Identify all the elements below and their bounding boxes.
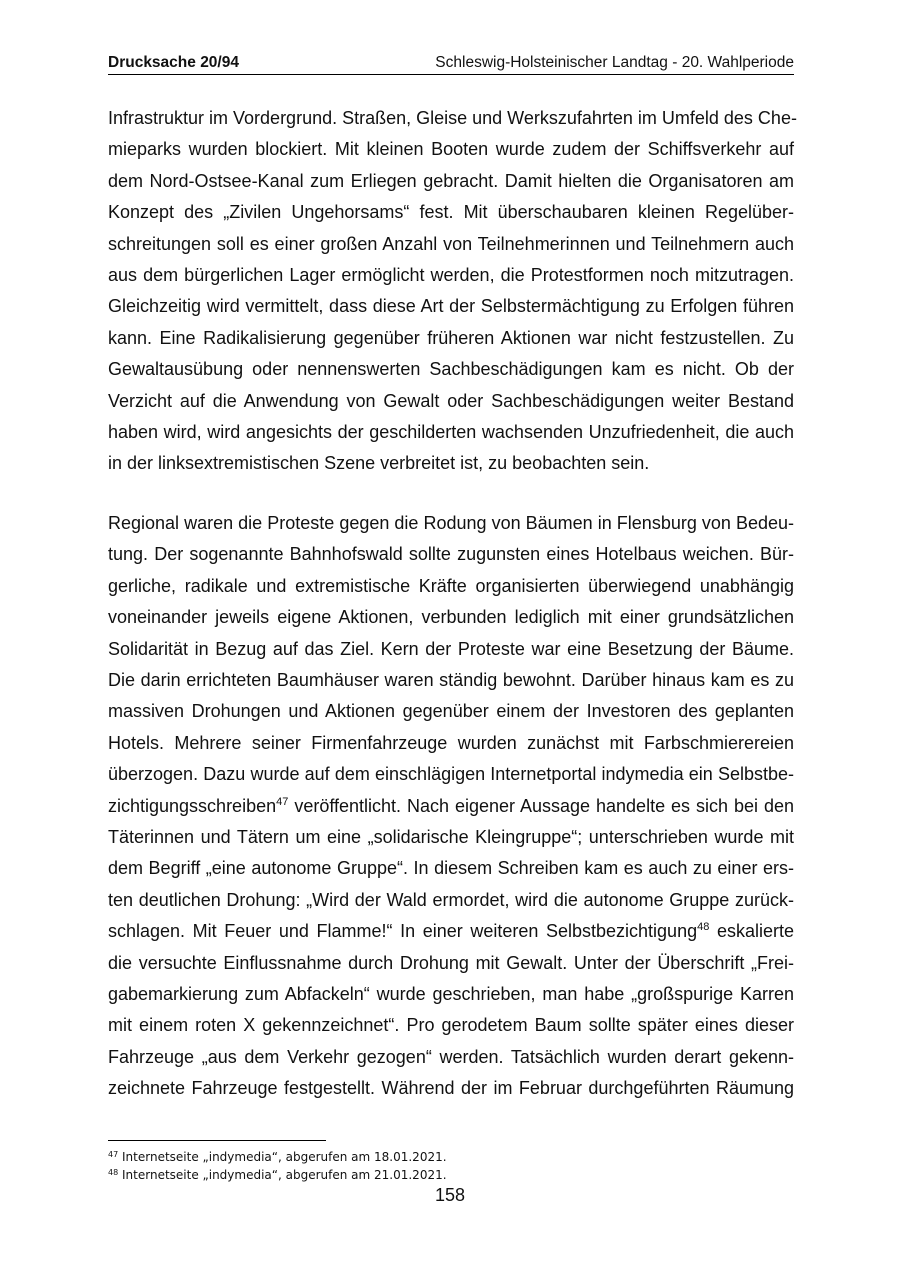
page-header bbox=[108, 52, 794, 75]
text-segment: zichtigungsschreiben bbox=[108, 795, 277, 816]
text-line: dem Begriff „eine autonome Gruppe“. In diesem Schreiben kam es auch zu einer ers- bbox=[108, 858, 794, 879]
text-line bbox=[108, 791, 794, 822]
footnote-reference: 48 bbox=[697, 921, 710, 934]
document-number: Drucksache 20/94 bbox=[108, 54, 239, 71]
text-line: ten deutlichen Drohung: „Wird der Wald ermordet, wird die autonome Gruppe zurück- bbox=[108, 889, 794, 910]
text-line: Hotels. Mehrere seiner Firmenfahrzeuge wurden zunächst mit Farbschmierereien bbox=[108, 732, 794, 753]
text-line bbox=[108, 916, 794, 947]
text-line: haben wird, wird angesichts der geschilderten wachsenden Unzufriedenheit, die auch bbox=[108, 422, 794, 442]
text-line: Solidarität in Bezug auf das Ziel. Kern der Proteste war eine Besetzung der Bäume. bbox=[108, 638, 794, 659]
text-segment: veröffentlicht. Nach eigener Aussage handelte es sich bei den bbox=[288, 795, 794, 816]
text-line: mieparks wurden blockiert. Mit kleinen Booten wurde zudem der Schiffsverkehr auf bbox=[108, 139, 794, 160]
text-segment: eskalierte bbox=[709, 921, 794, 942]
text-line: tung. Der sogenannte Bahnhofswald sollte zugunsten eines Hotelbaus weichen. Bür- bbox=[108, 544, 794, 565]
footnote-text: Internetseite „indymedia“, abgerufen am 21.01.2021. bbox=[118, 1168, 447, 1182]
text-line: mit einem roten X gekennzeichnet“. Pro gerodetem Baum sollte später eines dieser bbox=[108, 1015, 794, 1036]
text-line: schreitungen soll es einer großen Anzahl von Teilnehmerinnen und Teilnehmern auch bbox=[108, 233, 794, 254]
text-segment: schlagen. Mit Feuer und Flamme!“ In einer weiteren Selbstbezichtigung bbox=[108, 921, 698, 942]
text-line: voneinander jeweils eigene Aktionen, verbunden lediglich mit einer grundsätzlichen bbox=[108, 607, 794, 628]
text-line: Infrastruktur im Vordergrund. Straßen, Gleise und Werkszufahrten im Umfeld des Che- bbox=[108, 108, 797, 128]
footnote-number: 47 bbox=[108, 1150, 119, 1159]
footnote-number: 48 bbox=[108, 1168, 119, 1177]
text-line: die versuchte Einflussnahme durch Drohung mit Gewalt. Unter der Überschrift „Frei- bbox=[108, 952, 794, 973]
text-line: massiven Drohungen und Aktionen gegenüber einem der Investoren des geplanten bbox=[108, 701, 794, 722]
text-line: in der linksextremistischen Szene verbreitet ist, zu beobachten sein. bbox=[108, 453, 650, 474]
text-line: Konzept des „Zivilen Ungehorsams“ fest. Mit überschaubaren kleinen Regelüber- bbox=[108, 202, 794, 223]
text-line: Die darin errichteten Baumhäuser waren ständig bewohnt. Darüber hinaus kam es zu bbox=[108, 670, 794, 690]
text-line: aus dem bürgerlichen Lager ermöglicht werden, die Protestformen noch mitzutragen. bbox=[108, 265, 794, 285]
text-line: Regional waren die Proteste gegen die Rodung von Bäumen in Flensburg von Bedeu- bbox=[108, 513, 794, 533]
text-line: überzogen. Dazu wurde auf dem einschlägigen Internetportal indymedia ein Selbstbe- bbox=[108, 764, 794, 785]
footnote-reference: 47 bbox=[276, 795, 289, 808]
footnote bbox=[108, 1168, 447, 1182]
page-number: 158 bbox=[434, 1185, 466, 1205]
text-line: Gewaltausübung oder nennenswerten Sachbeschädigungen kam es nicht. Ob der bbox=[108, 359, 794, 380]
text-line: Verzicht auf die Anwendung von Gewalt oder Sachbeschädigungen weiter Bestand bbox=[108, 390, 794, 411]
parliament-title: Schleswig-Holsteinischer Landtag - 20. Wahlperiode bbox=[435, 54, 794, 71]
text-line: Täterinnen und Tätern um eine „solidarische Kleingruppe“; unterschrieben wurde mit bbox=[108, 827, 794, 847]
text-line: gerliche, radikale und extremistische Kräfte organisierten überwiegend unabhängig bbox=[108, 575, 794, 596]
footnote-text: Internetseite „indymedia“, abgerufen am 18.01.2021. bbox=[118, 1150, 447, 1164]
footnote-divider bbox=[108, 1140, 326, 1141]
text-line: zeichnete Fahrzeuge festgestellt. Während der im Februar durchgeführten Räumung bbox=[108, 1078, 794, 1099]
text-line: gabemarkierung zum Abfackeln“ wurde geschrieben, man habe „großspurige Karren bbox=[108, 984, 794, 1004]
footnote bbox=[108, 1150, 447, 1164]
text-line: dem Nord-Ostsee-Kanal zum Erliegen gebracht. Damit hielten die Organisatoren am bbox=[108, 170, 794, 191]
text-line: kann. Eine Radikalisierung gegenüber früheren Aktionen war nicht festzustellen. Zu bbox=[108, 327, 794, 348]
text-line: Gleichzeitig wird vermittelt, dass diese Art der Selbstermächtigung zu Erfolgen führen bbox=[108, 296, 794, 317]
text-line: Fahrzeuge „aus dem Verkehr gezogen“ werden. Tatsächlich wurden derart gekenn- bbox=[108, 1046, 794, 1067]
